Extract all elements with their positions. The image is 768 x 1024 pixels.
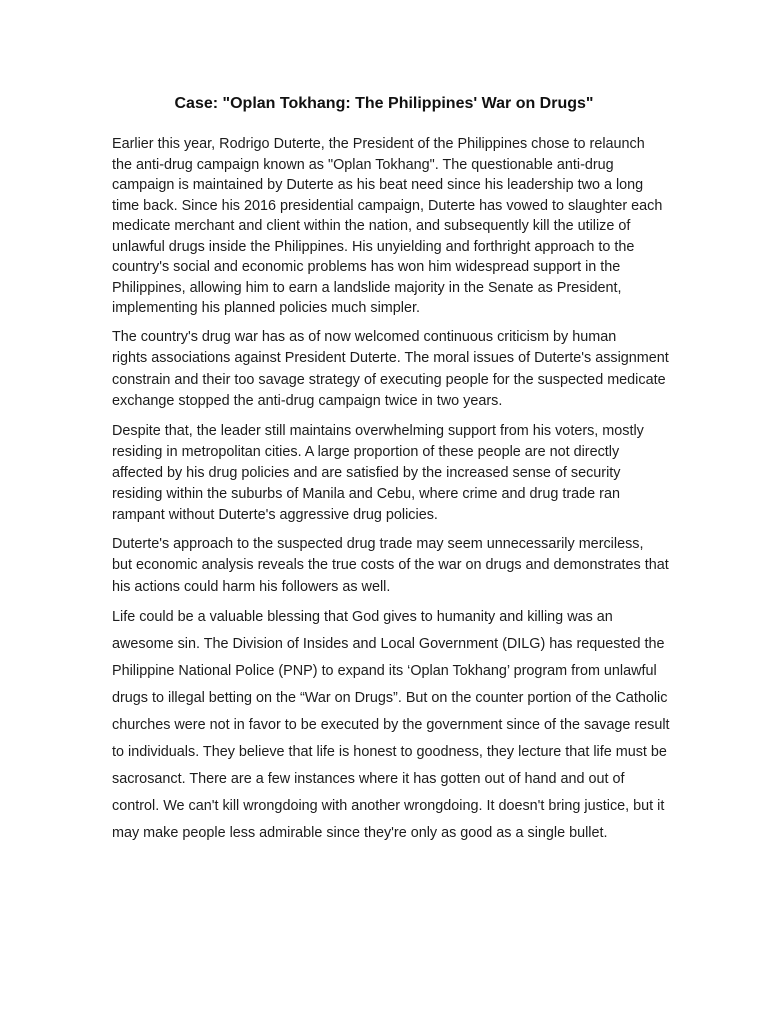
- text-line: campaign is maintained by Duterte as his beat need since his leadership two a long: [112, 177, 644, 193]
- text-line: unlawful drugs inside the Philippines. His unyielding and forthright approach to the: [112, 238, 635, 255]
- text-line: Despite that, the leader still maintains overwhelming support from his voters, mostly: [112, 422, 644, 439]
- document-body: [90, 134, 682, 847]
- text-line: country's social and economic problems has won him widespread support in the: [112, 259, 621, 275]
- text-line: the anti-drug campaign known as "Oplan Tokhang". The questionable anti-drug: [112, 156, 614, 173]
- text-line: exchange stopped the anti-drug campaign twice in two years.: [112, 393, 503, 409]
- text-line: Earlier this year, Rodrigo Duterte, the President of the Philippines chose to relaunch: [112, 136, 645, 152]
- text-line: implementing his planned policies much simpler.: [112, 300, 420, 316]
- text-line: affected by his drug policies and are satisfied by the increased sense of security: [112, 464, 621, 481]
- text-line: Philippines, allowing him to earn a landslide majority in the Senate as President,: [112, 279, 622, 296]
- paragraph-3: [90, 421, 682, 526]
- text-line: to individuals. They believe that life is honest to goodness, they lecture that life must be: [112, 744, 667, 760]
- paragraph-5: [90, 604, 682, 847]
- paragraph-2: [90, 327, 682, 413]
- text-line: awesome sin. The Division of Insides and Local Government (DILG) has requested the: [112, 636, 665, 652]
- text-line: Life could be a valuable blessing that God gives to humanity and killing was an: [112, 609, 613, 625]
- text-line: rights associations against President Duterte. The moral issues of Duterte's assignment: [112, 350, 669, 366]
- text-line: residing in metropolitan cities. A large proportion of these people are not directly: [112, 443, 620, 460]
- text-line: churches were not in favor to be executed by the government since of the savage result: [112, 717, 670, 733]
- text-line: residing within the suburbs of Manila and Cebu, where crime and drug trade ran: [112, 485, 620, 502]
- text-line: The country's drug war has as of now welcomed continuous criticism by human: [112, 328, 617, 345]
- paragraph-4: [90, 534, 682, 599]
- text-line: constrain and their too savage strategy of executing people for the suspected medicate: [112, 371, 666, 388]
- text-line: time back. Since his 2016 presidential campaign, Duterte has vowed to slaughter each: [112, 197, 663, 214]
- text-line: Philippine National Police (PNP) to expand its ‘Oplan Tokhang’ program from unlawful: [112, 663, 657, 679]
- text-line: his actions could harm his followers as well.: [112, 578, 391, 595]
- text-line: but economic analysis reveals the true costs of the war on drugs and demonstrates that: [112, 557, 669, 573]
- text-line: drugs to illegal betting on the “War on Drugs”. But on the counter portion of the Catholic: [112, 690, 668, 706]
- text-line: rampant without Duterte's aggressive drug policies.: [112, 506, 438, 523]
- text-line: control. We can't kill wrongdoing with another wrongdoing. It doesn't bring justice, but it: [112, 798, 665, 814]
- text-line: may make people less admirable since they're only as good as a single bullet.: [112, 825, 608, 841]
- document-title: Case: "Oplan Tokhang: The Philippines' War on Drugs": [174, 95, 594, 112]
- text-line: sacrosanct. There are a few instances where it has gotten out of hand and out of: [112, 771, 625, 787]
- text-line: medicate merchant and client within the nation, and subsequently kill the utilize of: [112, 218, 631, 234]
- text-line: Duterte's approach to the suspected drug trade may seem unnecessarily merciless,: [112, 535, 644, 552]
- paragraph-1: [90, 134, 682, 319]
